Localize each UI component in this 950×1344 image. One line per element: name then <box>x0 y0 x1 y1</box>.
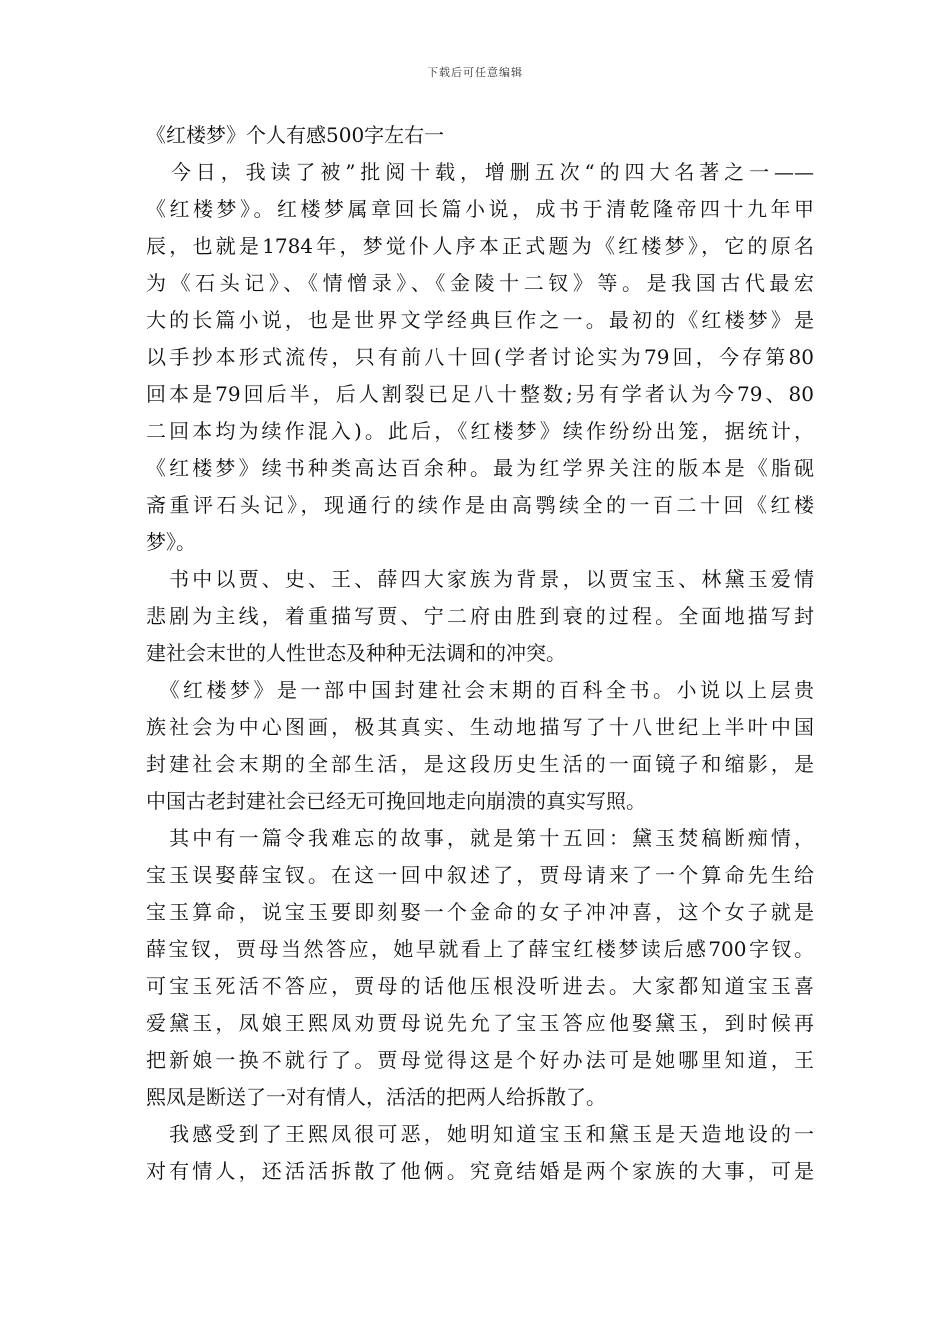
text-line: 爱黛玉，凤娘王熙凤劝贾母说先允了宝玉答应他娶黛玉，到时候再 <box>146 1011 814 1035</box>
text-line: 为《石头记》、《情憎录》、《金陵十二钗》等。是我国古代最宏 <box>146 271 814 295</box>
text-line: 以手抄本形式流传，只有前八十回(学者讨论实为79回，今存第80 <box>146 345 814 369</box>
text-line: 其中有一篇令我难忘的故事，就是第十五回：黛玉焚稿断痴情， <box>146 826 814 850</box>
text-line: 建社会末世的人性世态及种种无法调和的冲突。 <box>146 641 566 665</box>
document-title: 《红楼梦》个人有感500字左右一 <box>146 123 445 147</box>
text-line: 二回本均为续作混入)。此后，《红楼梦》续作纷纷出笼，据统计， <box>146 419 814 443</box>
text-line: 大的长篇小说，也是世界文学经典巨作之一。最初的《红楼梦》是 <box>146 308 814 332</box>
paragraph-4 <box>146 820 814 1116</box>
text-line: 宝玉误娶薛宝钗。在这一回中叙述了，贾母请来了一个算命先生给 <box>146 863 814 887</box>
text-line: 中国古老封建社会已经无可挽回地走向崩溃的真实写照。 <box>146 789 646 813</box>
text-line: 我感受到了王熙凤很可恶，她明知道宝玉和黛玉是天造地设的一 <box>146 1122 814 1146</box>
text-line: 斋重评石头记》，现通行的续作是由高鹗续全的一百二十回《红楼 <box>146 493 814 517</box>
text-line: 薛宝钗，贾母当然答应，她早就看上了薛宝红楼梦读后感700字钗。 <box>146 937 814 961</box>
text-line: 熙凤是断送了一对有情人，活活的把两人给拆散了。 <box>146 1085 606 1109</box>
paragraph-1 <box>146 154 814 561</box>
text-line: 把新娘一换不就行了。贾母觉得这是个好办法可是她哪里知道，王 <box>146 1048 814 1072</box>
text-line: 梦》。 <box>146 530 196 554</box>
text-line: 对有情人，还活活拆散了他俩。究竟结婚是两个家族的大事，可是 <box>146 1159 814 1183</box>
paragraph-3 <box>146 672 814 820</box>
paragraph-5 <box>146 1116 814 1190</box>
text-line: 悲剧为主线，着重描写贾、宁二府由胜到衰的过程。全面地描写封 <box>146 604 814 628</box>
text-line: 《红楼梦》是一部中国封建社会末期的百科全书。小说以上层贵 <box>146 678 814 702</box>
text-line: 宝玉算命，说宝玉要即刻娶一个金命的女子冲冲喜，这个女子就是 <box>146 900 814 924</box>
text-line: 回本是79回后半，后人割裂已足八十整数;另有学者认为今79、80 <box>146 382 814 406</box>
document-body <box>146 116 814 1190</box>
text-line: 封建社会末期的全部生活，是这段历史生活的一面镜子和缩影，是 <box>146 752 814 776</box>
text-line: 今日，我读了被”批阅十载，增删五次“的四大名著之一—— <box>146 160 814 184</box>
text-line: 族社会为中心图画，极其真实、生动地描写了十八世纪上半叶中国 <box>146 715 814 739</box>
page-header-note: 下载后可任意编辑 <box>427 66 523 79</box>
text-line: 《红楼梦》。红楼梦属章回长篇小说，成书于清乾隆帝四十九年甲 <box>146 197 814 221</box>
text-line: 可宝玉死活不答应，贾母的话他压根没听进去。大家都知道宝玉喜 <box>146 974 814 998</box>
text-line: 辰，也就是1784年，梦觉仆人序本正式题为《红楼梦》，它的原名 <box>146 234 814 258</box>
text-line: 书中以贾、史、王、薛四大家族为背景，以贾宝玉、林黛玉爱情 <box>146 567 814 591</box>
text-line: 《红楼梦》续书种类高达百余种。最为红学界关注的版本是《脂砚 <box>146 456 814 480</box>
paragraph-2 <box>146 561 814 672</box>
